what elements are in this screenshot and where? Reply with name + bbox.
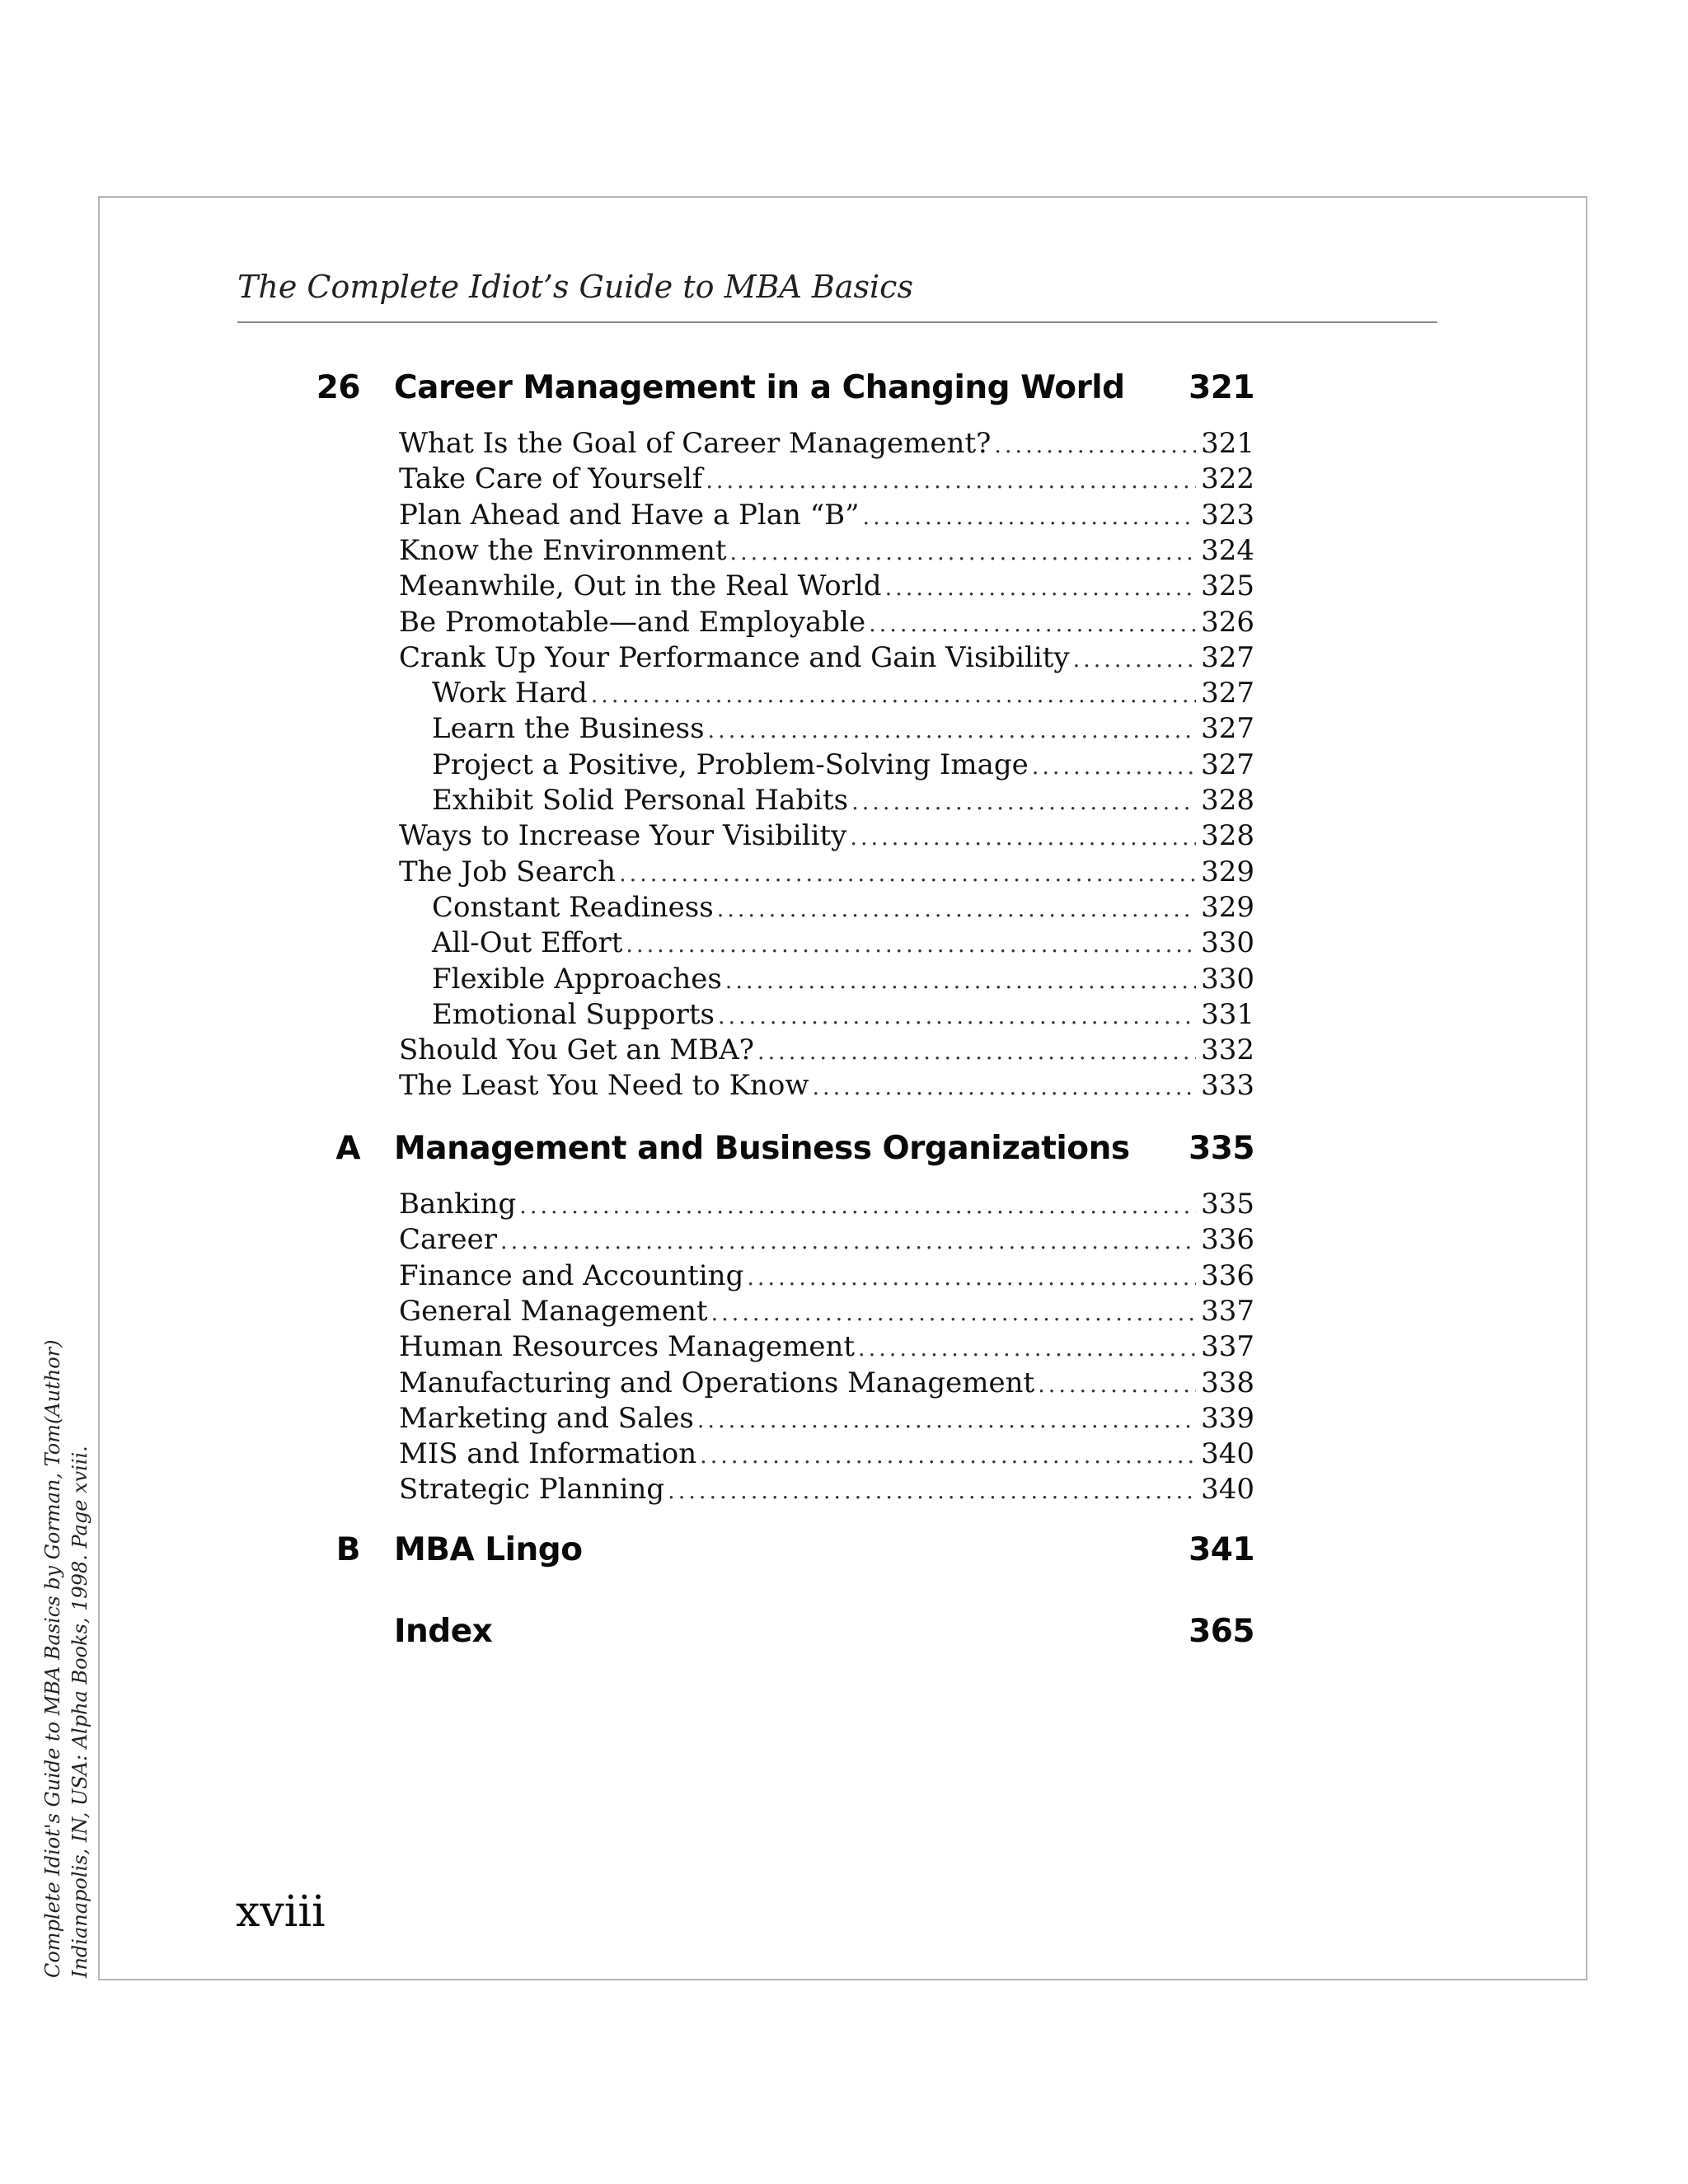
toc-entry-page-number: 321 (1201, 427, 1254, 460)
dot-leader (591, 682, 1196, 708)
toc-entry-page-number: 330 (1201, 926, 1254, 960)
toc-entry-title: Career (399, 1223, 498, 1257)
toc-entry-page-number: 325 (1201, 569, 1254, 603)
page-number-folio: xviii (236, 1887, 326, 1937)
toc-entry[interactable] (399, 641, 1254, 677)
toc-entry-title: The Least You Need to Know (399, 1069, 809, 1103)
toc-entry[interactable] (399, 569, 1254, 606)
toc-entry-title: Human Resources Management (399, 1330, 856, 1364)
toc-entry-page-number: 337 (1201, 1330, 1254, 1364)
toc-entry-title: Meanwhile, Out in the Real World (399, 569, 882, 603)
side-citation-line-1: Complete Idiot's Guide to MBA Basics by Gorman, Tom(Author) (41, 1339, 64, 1978)
toc-entry[interactable] (399, 1330, 1254, 1366)
dot-leader (994, 433, 1196, 458)
toc-entry-title: Learn the Business (432, 712, 705, 746)
toc-entry[interactable] (399, 1223, 1254, 1259)
toc-entry[interactable] (399, 1437, 1254, 1474)
toc-entry-title: Work Hard (432, 677, 588, 710)
toc-entry-title: Crank Up Your Performance and Gain Visibility (399, 640, 1070, 674)
toc-entry[interactable] (399, 606, 1254, 642)
toc-entry-title: Plan Ahead and Have a Plan “B” (399, 498, 860, 532)
running-header: The Complete Idiot’s Guide to MBA Basics (237, 269, 913, 305)
toc-entry-title: What Is the Goal of Career Management? (399, 427, 992, 460)
dot-leader (863, 504, 1197, 530)
toc-entry[interactable] (432, 998, 1254, 1034)
toc-entry-page-number: 339 (1201, 1401, 1254, 1435)
header-rule (237, 321, 1437, 323)
toc-entry-title: Banking (399, 1188, 517, 1221)
dot-leader (885, 575, 1197, 601)
side-citation (40, 1340, 94, 1978)
toc-entry-title: Take Care of Yourself (399, 462, 703, 496)
toc-entry-page-number: 337 (1201, 1294, 1254, 1328)
toc-entry[interactable] (399, 1033, 1254, 1070)
section-title: Career Management in a Changing World (394, 369, 1125, 406)
toc-entry-title: Strategic Planning (399, 1473, 665, 1507)
toc-entry-title: Manufacturing and Operations Management (399, 1366, 1035, 1399)
section-title: Index (394, 1613, 493, 1650)
dot-leader (668, 1479, 1196, 1504)
toc-entry[interactable] (432, 926, 1254, 963)
toc-entry[interactable] (432, 677, 1254, 713)
toc-entry-title: Know the Environment (399, 533, 727, 567)
dot-leader (757, 1039, 1196, 1065)
section-heading[interactable] (0, 1613, 1254, 1662)
toc-entry[interactable] (432, 891, 1254, 927)
toc-entry-page-number: 322 (1201, 462, 1254, 496)
toc-entry-title: Should You Get an MBA? (399, 1033, 754, 1067)
dot-leader (718, 1004, 1196, 1029)
toc-entry[interactable] (432, 748, 1254, 785)
toc-entry-title: All-Out Effort (432, 926, 623, 960)
toc-entry[interactable] (399, 427, 1254, 463)
dot-leader (706, 468, 1196, 494)
dot-leader (1073, 647, 1197, 673)
toc-entry[interactable] (399, 1069, 1254, 1105)
toc-entry-title: Finance and Accounting (399, 1258, 744, 1292)
toc-entry[interactable] (399, 1295, 1254, 1331)
toc-entry-page-number: 328 (1201, 819, 1254, 853)
dot-leader (812, 1075, 1196, 1100)
dot-leader (700, 1443, 1196, 1469)
dot-leader (711, 1301, 1197, 1326)
dot-leader (717, 897, 1196, 922)
toc-entry-page-number: 327 (1201, 677, 1254, 710)
dot-leader (869, 612, 1196, 637)
toc-entry-title: Exhibit Solid Personal Habits (432, 784, 849, 817)
toc-entry-page-number: 327 (1201, 748, 1254, 781)
toc-entry-page-number: 330 (1201, 962, 1254, 996)
toc-entry-title: General Management (399, 1294, 708, 1328)
toc-entry-title: Project a Positive, Problem-Solving Image (432, 748, 1029, 781)
section-page-number: 341 (1189, 1531, 1254, 1568)
section-number: B (335, 1531, 360, 1568)
toc-entry-page-number: 336 (1201, 1258, 1254, 1292)
toc-entry-title: Flexible Approaches (432, 962, 722, 996)
section-page-number: 365 (1189, 1613, 1254, 1650)
toc-entry-page-number: 324 (1201, 533, 1254, 567)
toc-entry[interactable] (432, 712, 1254, 748)
toc-entry[interactable] (399, 1402, 1254, 1438)
toc-entry-page-number: 340 (1201, 1437, 1254, 1471)
dot-leader (626, 932, 1196, 958)
section-page-number: 321 (1189, 369, 1254, 406)
section-heading[interactable] (0, 1130, 1254, 1179)
toc-entry-page-number: 327 (1201, 640, 1254, 674)
section-number: A (335, 1130, 360, 1167)
toc-entry-page-number: 326 (1201, 605, 1254, 639)
dot-leader (1038, 1372, 1196, 1398)
toc-entry-title: Be Promotable—and Employable (399, 605, 866, 639)
dot-leader (725, 968, 1196, 994)
toc-entry[interactable] (399, 819, 1254, 855)
dot-leader (858, 1336, 1196, 1361)
dot-leader (747, 1265, 1196, 1291)
toc-entry-page-number: 338 (1201, 1366, 1254, 1399)
dot-leader (708, 718, 1197, 743)
toc-entry-title: MIS and Information (399, 1437, 697, 1471)
toc-entry-page-number: 329 (1201, 890, 1254, 924)
toc-entry-page-number: 331 (1201, 997, 1254, 1031)
toc-entry-page-number: 327 (1201, 712, 1254, 746)
toc-entry[interactable] (399, 1366, 1254, 1403)
dot-leader (730, 540, 1197, 565)
section-heading[interactable] (0, 1531, 1254, 1581)
toc-entry-title: Constant Readiness (432, 890, 714, 924)
toc-entry[interactable] (399, 855, 1254, 892)
section-number: 26 (316, 369, 360, 406)
toc-entry-title: Marketing and Sales (399, 1401, 694, 1435)
section-title: Management and Business Organizations (394, 1130, 1130, 1167)
section-heading[interactable] (0, 369, 1254, 419)
toc-entry-page-number: 340 (1201, 1473, 1254, 1507)
toc-entry-page-number: 336 (1201, 1223, 1254, 1257)
toc-entry[interactable] (399, 1188, 1254, 1224)
dot-leader (850, 825, 1196, 851)
toc-entry[interactable] (399, 1473, 1254, 1509)
toc-entry-title: Ways to Increase Your Visibility (399, 819, 847, 853)
dot-leader (519, 1193, 1196, 1219)
section-page-number: 335 (1189, 1130, 1254, 1167)
toc-entry-page-number: 333 (1201, 1069, 1254, 1103)
toc-entry[interactable] (399, 462, 1254, 499)
toc-entry-page-number: 335 (1201, 1188, 1254, 1221)
side-citation-line-2: Indianapolis, IN, USA: Alpha Books, 1998. Page xviii. (68, 1446, 91, 1978)
toc-entry-page-number: 323 (1201, 498, 1254, 532)
toc-entry[interactable] (432, 784, 1254, 820)
toc-entry[interactable] (399, 534, 1254, 570)
toc-entry-page-number: 332 (1201, 1033, 1254, 1067)
dot-leader (697, 1408, 1196, 1433)
dot-leader (500, 1229, 1196, 1254)
dot-leader (619, 861, 1196, 887)
toc-entry-title: The Job Search (399, 855, 617, 888)
toc-entry[interactable] (399, 499, 1254, 535)
toc-entry[interactable] (399, 1259, 1254, 1296)
toc-entry-page-number: 328 (1201, 784, 1254, 817)
section-title: MBA Lingo (394, 1531, 583, 1568)
toc-entry-title: Emotional Supports (432, 997, 715, 1031)
dot-leader (851, 790, 1196, 815)
toc-entry-page-number: 329 (1201, 855, 1254, 888)
toc-entry[interactable] (432, 963, 1254, 999)
dot-leader (1032, 754, 1196, 780)
